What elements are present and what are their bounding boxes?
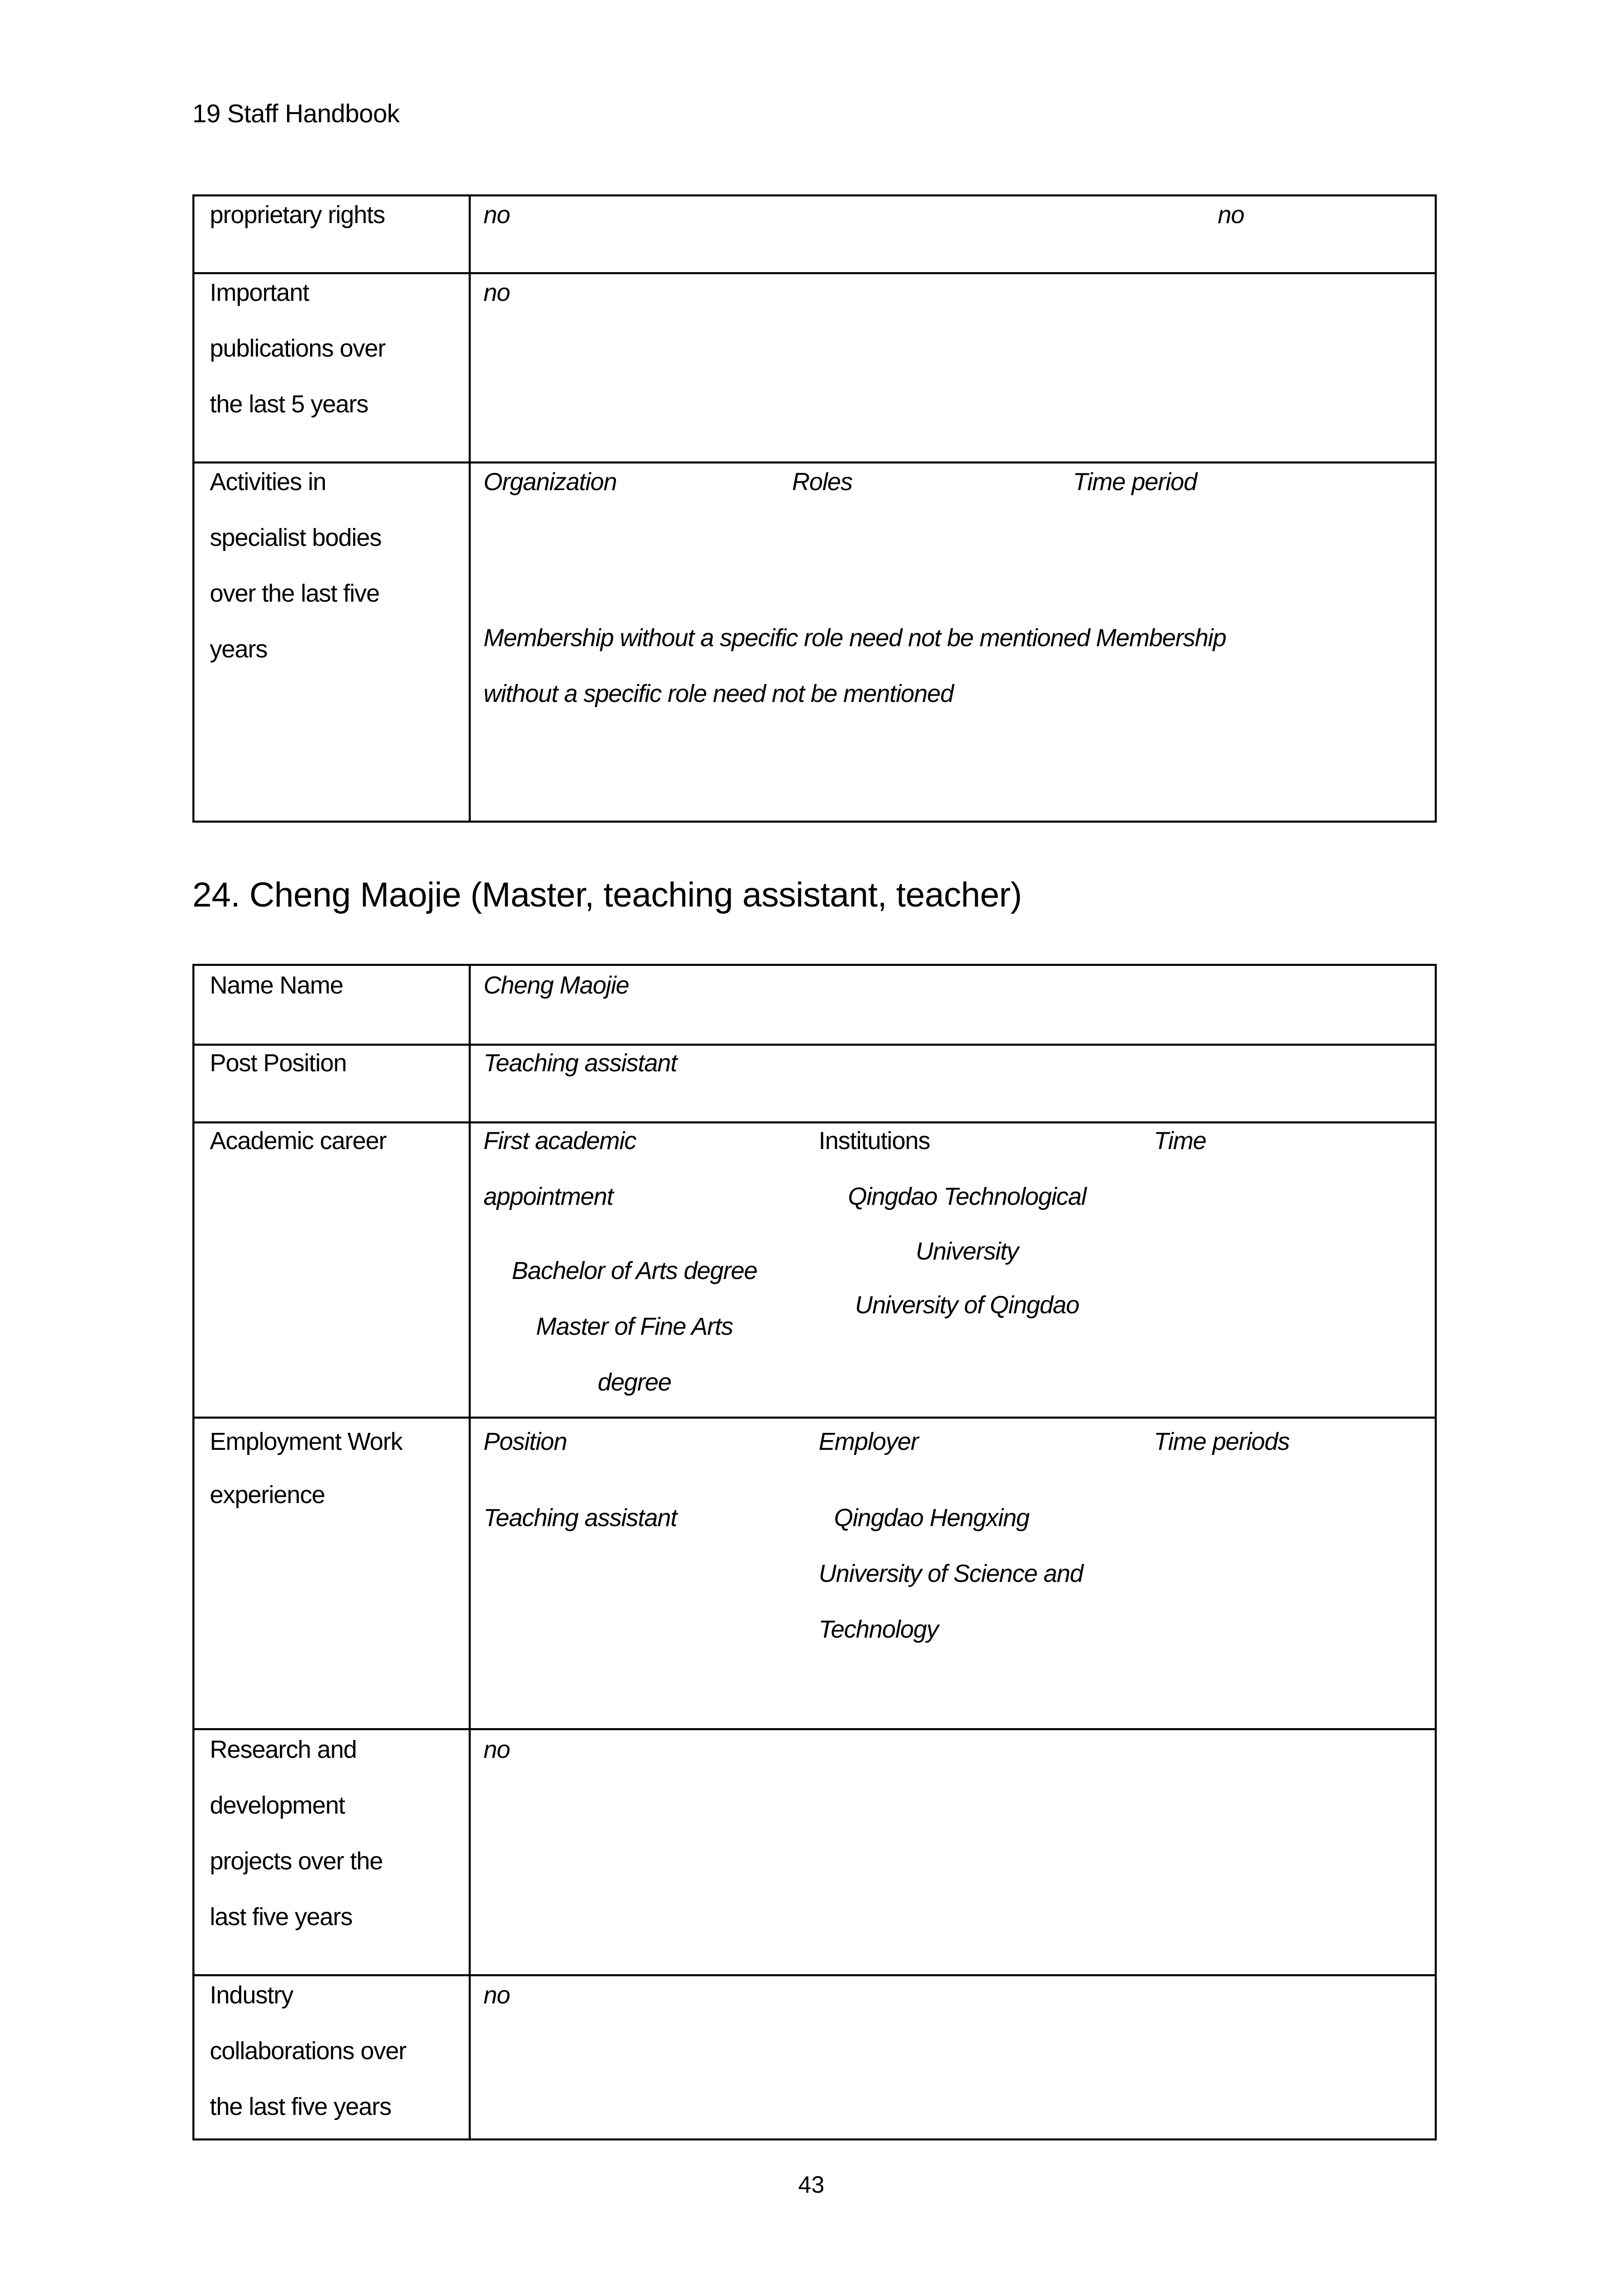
position-value: Teaching assistant bbox=[484, 1505, 677, 1532]
column-header-position: Position bbox=[484, 1428, 567, 1455]
row-divider bbox=[192, 272, 1437, 274]
row-divider bbox=[192, 1974, 1437, 1976]
row-label-line: Important bbox=[210, 279, 309, 306]
row-label-line: projects over the bbox=[210, 1848, 383, 1875]
row-label-line: over the last five bbox=[210, 580, 380, 607]
row-label-line: last five years bbox=[210, 1904, 353, 1931]
row-label: Name Name bbox=[210, 972, 343, 999]
page-header: 19 Staff Handbook bbox=[192, 99, 400, 128]
membership-note-line: Membership without a specific role need not be mentioned Membership bbox=[484, 625, 1226, 652]
institution-line: University bbox=[915, 1238, 1019, 1265]
degree-line: degree bbox=[598, 1369, 671, 1396]
research-value: no bbox=[484, 1736, 510, 1763]
employer-line: Qingdao Hengxing bbox=[834, 1505, 1029, 1532]
column-header-first-appointment-line2: appointment bbox=[484, 1183, 613, 1210]
row-label: Academic career bbox=[210, 1128, 387, 1155]
row-label-line: the last five years bbox=[210, 2093, 391, 2121]
degree-line: Bachelor of Arts degree bbox=[512, 1257, 757, 1285]
column-header-roles: Roles bbox=[792, 469, 852, 496]
institution-line: Qingdao Technological bbox=[848, 1183, 1086, 1210]
column-header-employer: Employer bbox=[819, 1428, 918, 1455]
name-value: Cheng Maojie bbox=[484, 972, 629, 999]
row-label-line: specialist bodies bbox=[210, 524, 382, 551]
column-header-institutions: Institutions bbox=[819, 1128, 930, 1155]
row-label-line: publications over bbox=[210, 335, 386, 362]
column-divider bbox=[469, 194, 471, 823]
row-label-line: Employment Work bbox=[210, 1428, 403, 1455]
column-header-time: Time bbox=[1154, 1128, 1207, 1155]
row-value: no bbox=[484, 279, 510, 306]
column-header-time-period: Time period bbox=[1073, 469, 1197, 496]
column-header-time-periods: Time periods bbox=[1154, 1428, 1290, 1455]
row-label-line: development bbox=[210, 1792, 345, 1819]
row-label-line: collaborations over bbox=[210, 2038, 406, 2065]
row-divider bbox=[192, 1728, 1437, 1730]
column-divider bbox=[469, 964, 471, 2140]
row-label-line: the last 5 years bbox=[210, 391, 368, 418]
row-label-line: years bbox=[210, 636, 268, 663]
membership-note-line: without a specific role need not be mentioned bbox=[484, 680, 954, 708]
row-label: proprietary rights bbox=[210, 202, 385, 229]
row-label-line: experience bbox=[210, 1482, 325, 1509]
industry-value: no bbox=[484, 1982, 510, 2009]
column-header-first-appointment: First academic bbox=[484, 1128, 637, 1155]
row-divider bbox=[192, 1044, 1437, 1046]
row-label-line: Activities in bbox=[210, 469, 326, 496]
row-label-line: Industry bbox=[210, 1982, 293, 2009]
employer-line: University of Science and bbox=[819, 1560, 1083, 1587]
post-value: Teaching assistant bbox=[484, 1050, 677, 1077]
section-title: 24. Cheng Maojie (Master, teaching assistant, teacher) bbox=[192, 875, 1022, 914]
row-label: Post Position bbox=[210, 1050, 347, 1077]
page-number: 43 bbox=[798, 2171, 825, 2198]
employer-line: Technology bbox=[819, 1616, 938, 1643]
row-value: no bbox=[484, 202, 510, 229]
row-label-line: Research and bbox=[210, 1736, 357, 1763]
row-value-secondary: no bbox=[1218, 202, 1244, 229]
degree-line: Master of Fine Arts bbox=[536, 1313, 733, 1340]
column-header-organization: Organization bbox=[484, 469, 617, 496]
institution-line: University of Qingdao bbox=[855, 1292, 1079, 1319]
